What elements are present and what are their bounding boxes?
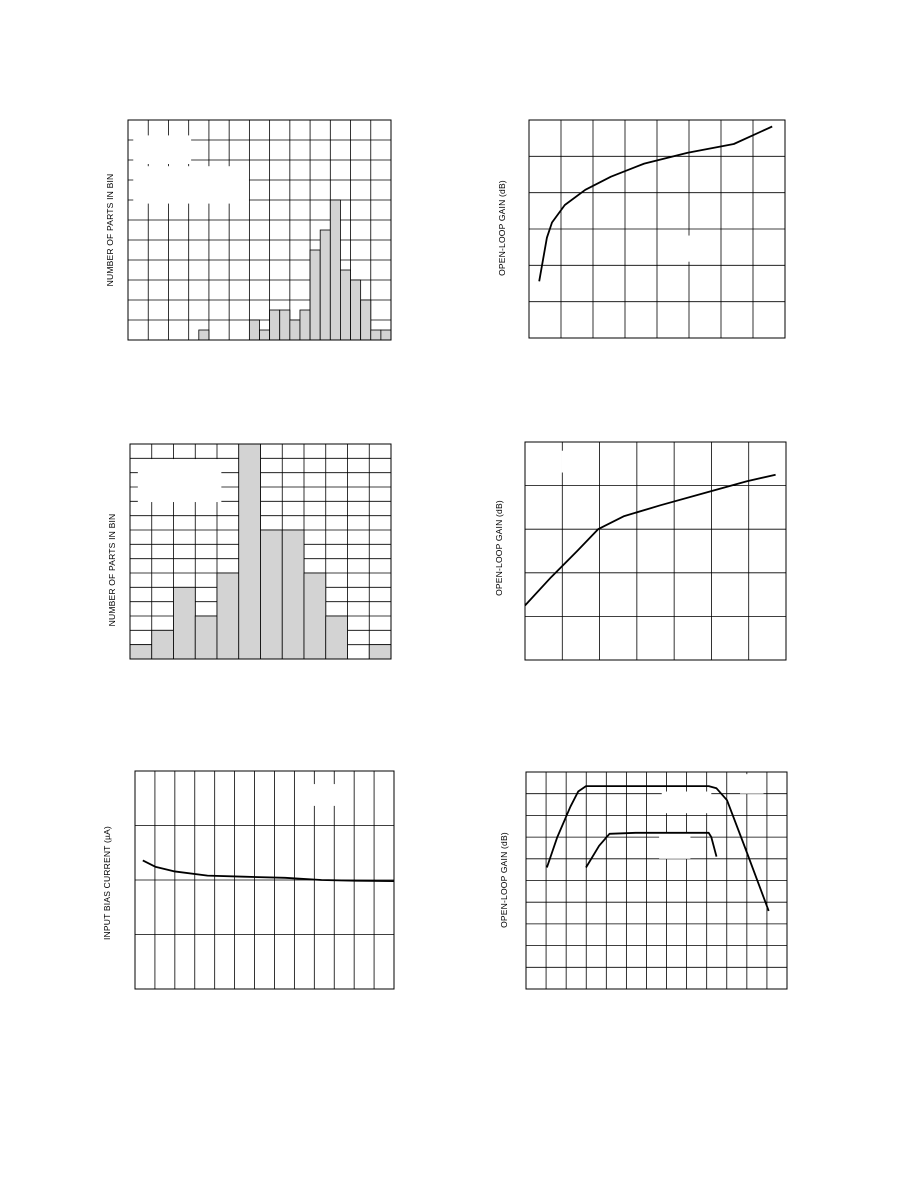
chart-histogram-2 [107,444,391,659]
y-axis-label: OPEN-LOOP GAIN (dB) [497,180,507,276]
chart-open-loop-gain-1 [497,120,785,338]
histogram-bar [381,330,391,340]
histogram-bar [270,310,280,340]
label-area [133,135,191,164]
histogram-bar [310,250,320,340]
histogram-bar [320,230,330,340]
histogram-bar [152,630,174,659]
histogram-bar [217,573,239,659]
histogram-bar [361,300,371,340]
series-line [143,860,394,881]
grid [525,442,786,660]
label-area [659,833,690,859]
y-axis-label: NUMBER OF PARTS IN BIN [107,513,117,627]
label-area [662,792,712,814]
y-axis-label: OPEN-LOOP GAIN (dB) [494,500,504,596]
histogram-bar [282,530,304,659]
histogram-bar [330,200,340,340]
histogram-bar [195,616,217,659]
series-line [586,833,717,868]
histogram-bar [371,330,381,340]
label-area [133,166,249,203]
chart-open-loop-gain-2 [494,442,786,660]
histogram-bar [369,645,391,659]
grid [526,772,787,989]
histogram-bar [199,330,209,340]
y-axis-label: NUMBER OF PARTS IN BIN [105,173,115,287]
histogram-bar [351,280,361,340]
label-area [740,774,763,794]
chart-histogram-1 [105,120,391,340]
histogram-bar [326,616,348,659]
chart-open-loop-gain-3 [499,772,787,989]
y-axis-label: INPUT BIAS CURRENT (µA) [102,825,112,941]
histogram-bar [340,270,350,340]
histogram-bar [130,645,152,659]
label-area [138,459,222,502]
histogram-bar [290,320,300,340]
grid [529,120,785,338]
label-area [683,236,714,262]
series-line [539,127,772,282]
plot-frame [525,442,786,660]
label-area [311,784,347,806]
histogram-bar [280,310,290,340]
histogram-bar [249,320,259,340]
histogram-bar [304,573,326,659]
series-line [547,786,769,911]
label-area [562,451,599,473]
chart-input-bias-current [102,771,394,989]
histogram-bar [260,330,270,340]
histogram-bar [261,530,283,659]
y-axis-label: OPEN-LOOP GAIN (dB) [499,832,509,928]
histogram-bar [174,587,196,659]
histogram-bar [300,310,310,340]
histogram-bar [239,444,261,659]
